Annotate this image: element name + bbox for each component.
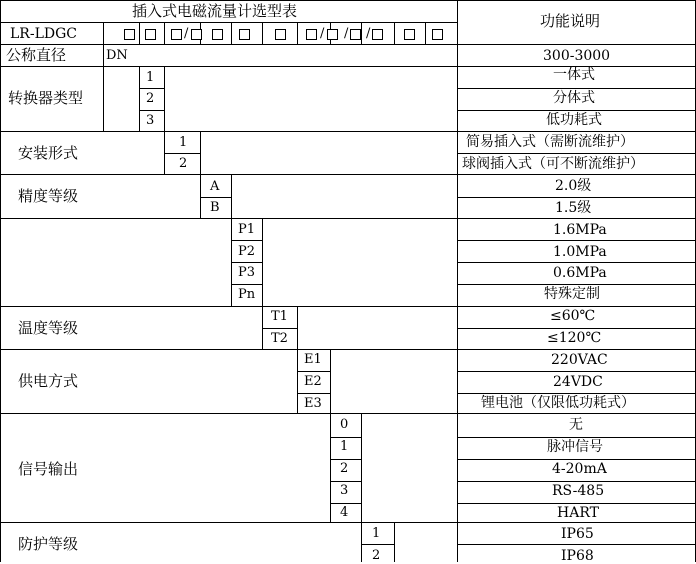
grid-hline: [330, 459, 361, 460]
grid-hline: [0, 349, 695, 350]
nominal-desc: 300-3000: [543, 48, 611, 64]
code-box-5: [239, 29, 250, 40]
pressure-desc-p3: 0.6MPa: [553, 265, 607, 281]
pressure-desc-pn: 特殊定制: [544, 286, 600, 302]
signal-desc-2: 4-20mA: [552, 461, 607, 477]
code-box-6: [275, 29, 286, 40]
section-label-temperature: 温度等级: [18, 319, 79, 337]
section-label-accuracy: 精度等级: [18, 187, 79, 205]
grid-vline: [361, 522, 362, 562]
temperature-code-t1: T1: [271, 309, 288, 324]
converter-desc-1: 一体式: [553, 67, 595, 83]
grid-vline: [361, 22, 362, 44]
grid-hline: [297, 371, 330, 372]
code-box-8: [350, 29, 361, 40]
converter-code-1: 1: [146, 70, 155, 85]
pressure-code-p1: P1: [238, 222, 256, 237]
signal-desc-3: RS-485: [552, 483, 605, 499]
grid-vline: [164, 22, 165, 44]
grid-hline: [200, 197, 231, 198]
grid-vline: [297, 306, 298, 349]
code-slash-9: /: [366, 26, 371, 41]
grid-vline: [330, 349, 331, 413]
pressure-code-p2: P2: [238, 244, 256, 259]
nominal-code: DN: [106, 48, 128, 63]
grid-vline: [0, 0, 1, 562]
pressure-code-p3: P3: [238, 265, 256, 280]
grid-hline: [457, 153, 695, 154]
accuracy-code-b: B: [210, 200, 220, 215]
grid-hline: [0, 413, 695, 414]
grid-hline: [0, 522, 695, 523]
temperature-code-t2: T2: [271, 331, 288, 346]
grid-hline: [231, 284, 262, 285]
signal-desc-1: 脉冲信号: [547, 439, 603, 455]
function-header: 功能说明: [540, 12, 601, 30]
code-box-11: [432, 29, 443, 40]
install-code-2: 2: [179, 156, 188, 171]
table-title: 插入式电磁流量计选型表: [132, 2, 298, 20]
code-box-7a: [306, 29, 317, 40]
grid-hline: [262, 328, 297, 329]
section-label-power: 供电方式: [18, 372, 79, 390]
power-desc-e2: 24VDC: [553, 374, 603, 390]
install-code-1: 1: [179, 135, 188, 150]
code-box-3b: [191, 29, 202, 40]
install-desc-1: 简易插入式（需断流维护）: [466, 134, 634, 150]
grid-hline: [457, 328, 695, 329]
grid-hline: [330, 503, 361, 504]
converter-code-2: 2: [146, 91, 155, 106]
signal-code-2: 2: [340, 461, 349, 476]
code-slash-7: /: [320, 26, 325, 41]
code-box-4: [212, 29, 223, 40]
grid-vline: [425, 22, 426, 44]
grid-hline: [457, 110, 695, 111]
protection-code-1: 1: [372, 526, 381, 541]
power-code-e1: E1: [304, 352, 322, 367]
code-box-1: [124, 29, 135, 40]
power-code-e3: E3: [304, 396, 322, 411]
code-slash-3: /: [184, 26, 189, 41]
grid-hline: [330, 481, 361, 482]
signal-code-4: 4: [340, 505, 349, 520]
accuracy-code-a: A: [210, 179, 220, 194]
pressure-desc-p2: 1.0MPa: [553, 244, 607, 260]
grid-hline: [457, 371, 695, 372]
grid-vline: [164, 66, 165, 131]
protection-code-2: 2: [372, 548, 381, 563]
grid-hline: [330, 437, 361, 438]
grid-hline: [457, 459, 695, 460]
section-label-protection: 防护等级: [18, 535, 79, 553]
grid-vline: [200, 174, 201, 218]
grid-vline: [394, 522, 395, 562]
protection-desc-1: IP65: [561, 526, 594, 542]
grid-vline: [231, 174, 232, 218]
grid-hline: [0, 174, 695, 175]
grid-hline: [0, 131, 695, 132]
model-code: LR-LDGC: [10, 26, 77, 42]
grid-vline: [139, 22, 140, 44]
power-desc-e3: 锂电池（仅限低功耗式）: [481, 395, 635, 411]
code-box-9: [372, 29, 383, 40]
grid-hline: [0, 44, 695, 45]
section-label-signal: 信号输出: [18, 460, 79, 478]
converter-desc-2: 分体式: [553, 90, 595, 106]
converter-desc-3: 低功耗式: [546, 112, 602, 128]
grid-hline: [457, 284, 695, 285]
code-box-10: [404, 29, 415, 40]
grid-vline: [231, 22, 232, 44]
grid-vline: [262, 218, 263, 306]
signal-code-0: 0: [340, 417, 349, 432]
code-box-7b: [327, 29, 338, 40]
grid-hline: [231, 262, 262, 263]
grid-vline: [297, 22, 298, 44]
grid-hline: [457, 88, 695, 89]
grid-hline: [457, 240, 695, 241]
grid-vline: [103, 22, 104, 44]
accuracy-desc-a: 2.0级: [555, 178, 592, 194]
grid-hline: [457, 544, 695, 545]
install-desc-2: 球阀插入式（可不断流维护）: [462, 156, 644, 172]
grid-hline: [0, 218, 695, 219]
section-label-converter: 转换器类型: [8, 89, 84, 107]
signal-desc-4: HART: [557, 505, 599, 521]
converter-code-3: 3: [146, 113, 155, 128]
grid-hline: [164, 153, 200, 154]
pressure-desc-p1: 1.6MPa: [553, 222, 607, 238]
grid-hline: [457, 481, 695, 482]
grid-hline: [139, 110, 164, 111]
temperature-desc-t1: ≤60℃: [550, 308, 596, 324]
grid-vline: [330, 413, 331, 522]
grid-vline: [394, 22, 395, 44]
grid-hline: [457, 262, 695, 263]
power-code-e2: E2: [304, 374, 322, 389]
grid-vline: [457, 0, 458, 562]
protection-desc-2: IP68: [561, 548, 594, 564]
temperature-desc-t2: ≤120℃: [547, 330, 602, 346]
signal-code-1: 1: [340, 439, 349, 454]
grid-hline: [297, 393, 330, 394]
grid-hline: [457, 437, 695, 438]
code-slash-8: /: [344, 26, 349, 41]
grid-vline: [297, 349, 298, 413]
signal-desc-0: 无: [569, 417, 583, 433]
grid-vline: [361, 413, 362, 522]
code-box-3a: [171, 29, 182, 40]
grid-hline: [0, 0, 695, 1]
power-desc-e1: 220VAC: [551, 352, 608, 368]
section-label-install: 安装形式: [18, 144, 79, 162]
signal-code-3: 3: [340, 483, 349, 498]
grid-hline: [231, 240, 262, 241]
grid-hline: [457, 503, 695, 504]
grid-vline: [262, 22, 263, 44]
section-label-nominal: 公称直径: [6, 46, 67, 64]
grid-hline: [139, 88, 164, 89]
grid-vline: [139, 66, 140, 131]
code-box-2: [145, 29, 156, 40]
grid-vline: [200, 131, 201, 174]
grid-hline: [361, 544, 394, 545]
grid-hline: [0, 22, 457, 23]
grid-hline: [457, 197, 695, 198]
grid-vline: [103, 44, 104, 131]
grid-hline: [457, 393, 695, 394]
pressure-code-pn: Pn: [238, 287, 256, 302]
grid-hline: [0, 306, 695, 307]
accuracy-desc-b: 1.5级: [555, 200, 592, 216]
